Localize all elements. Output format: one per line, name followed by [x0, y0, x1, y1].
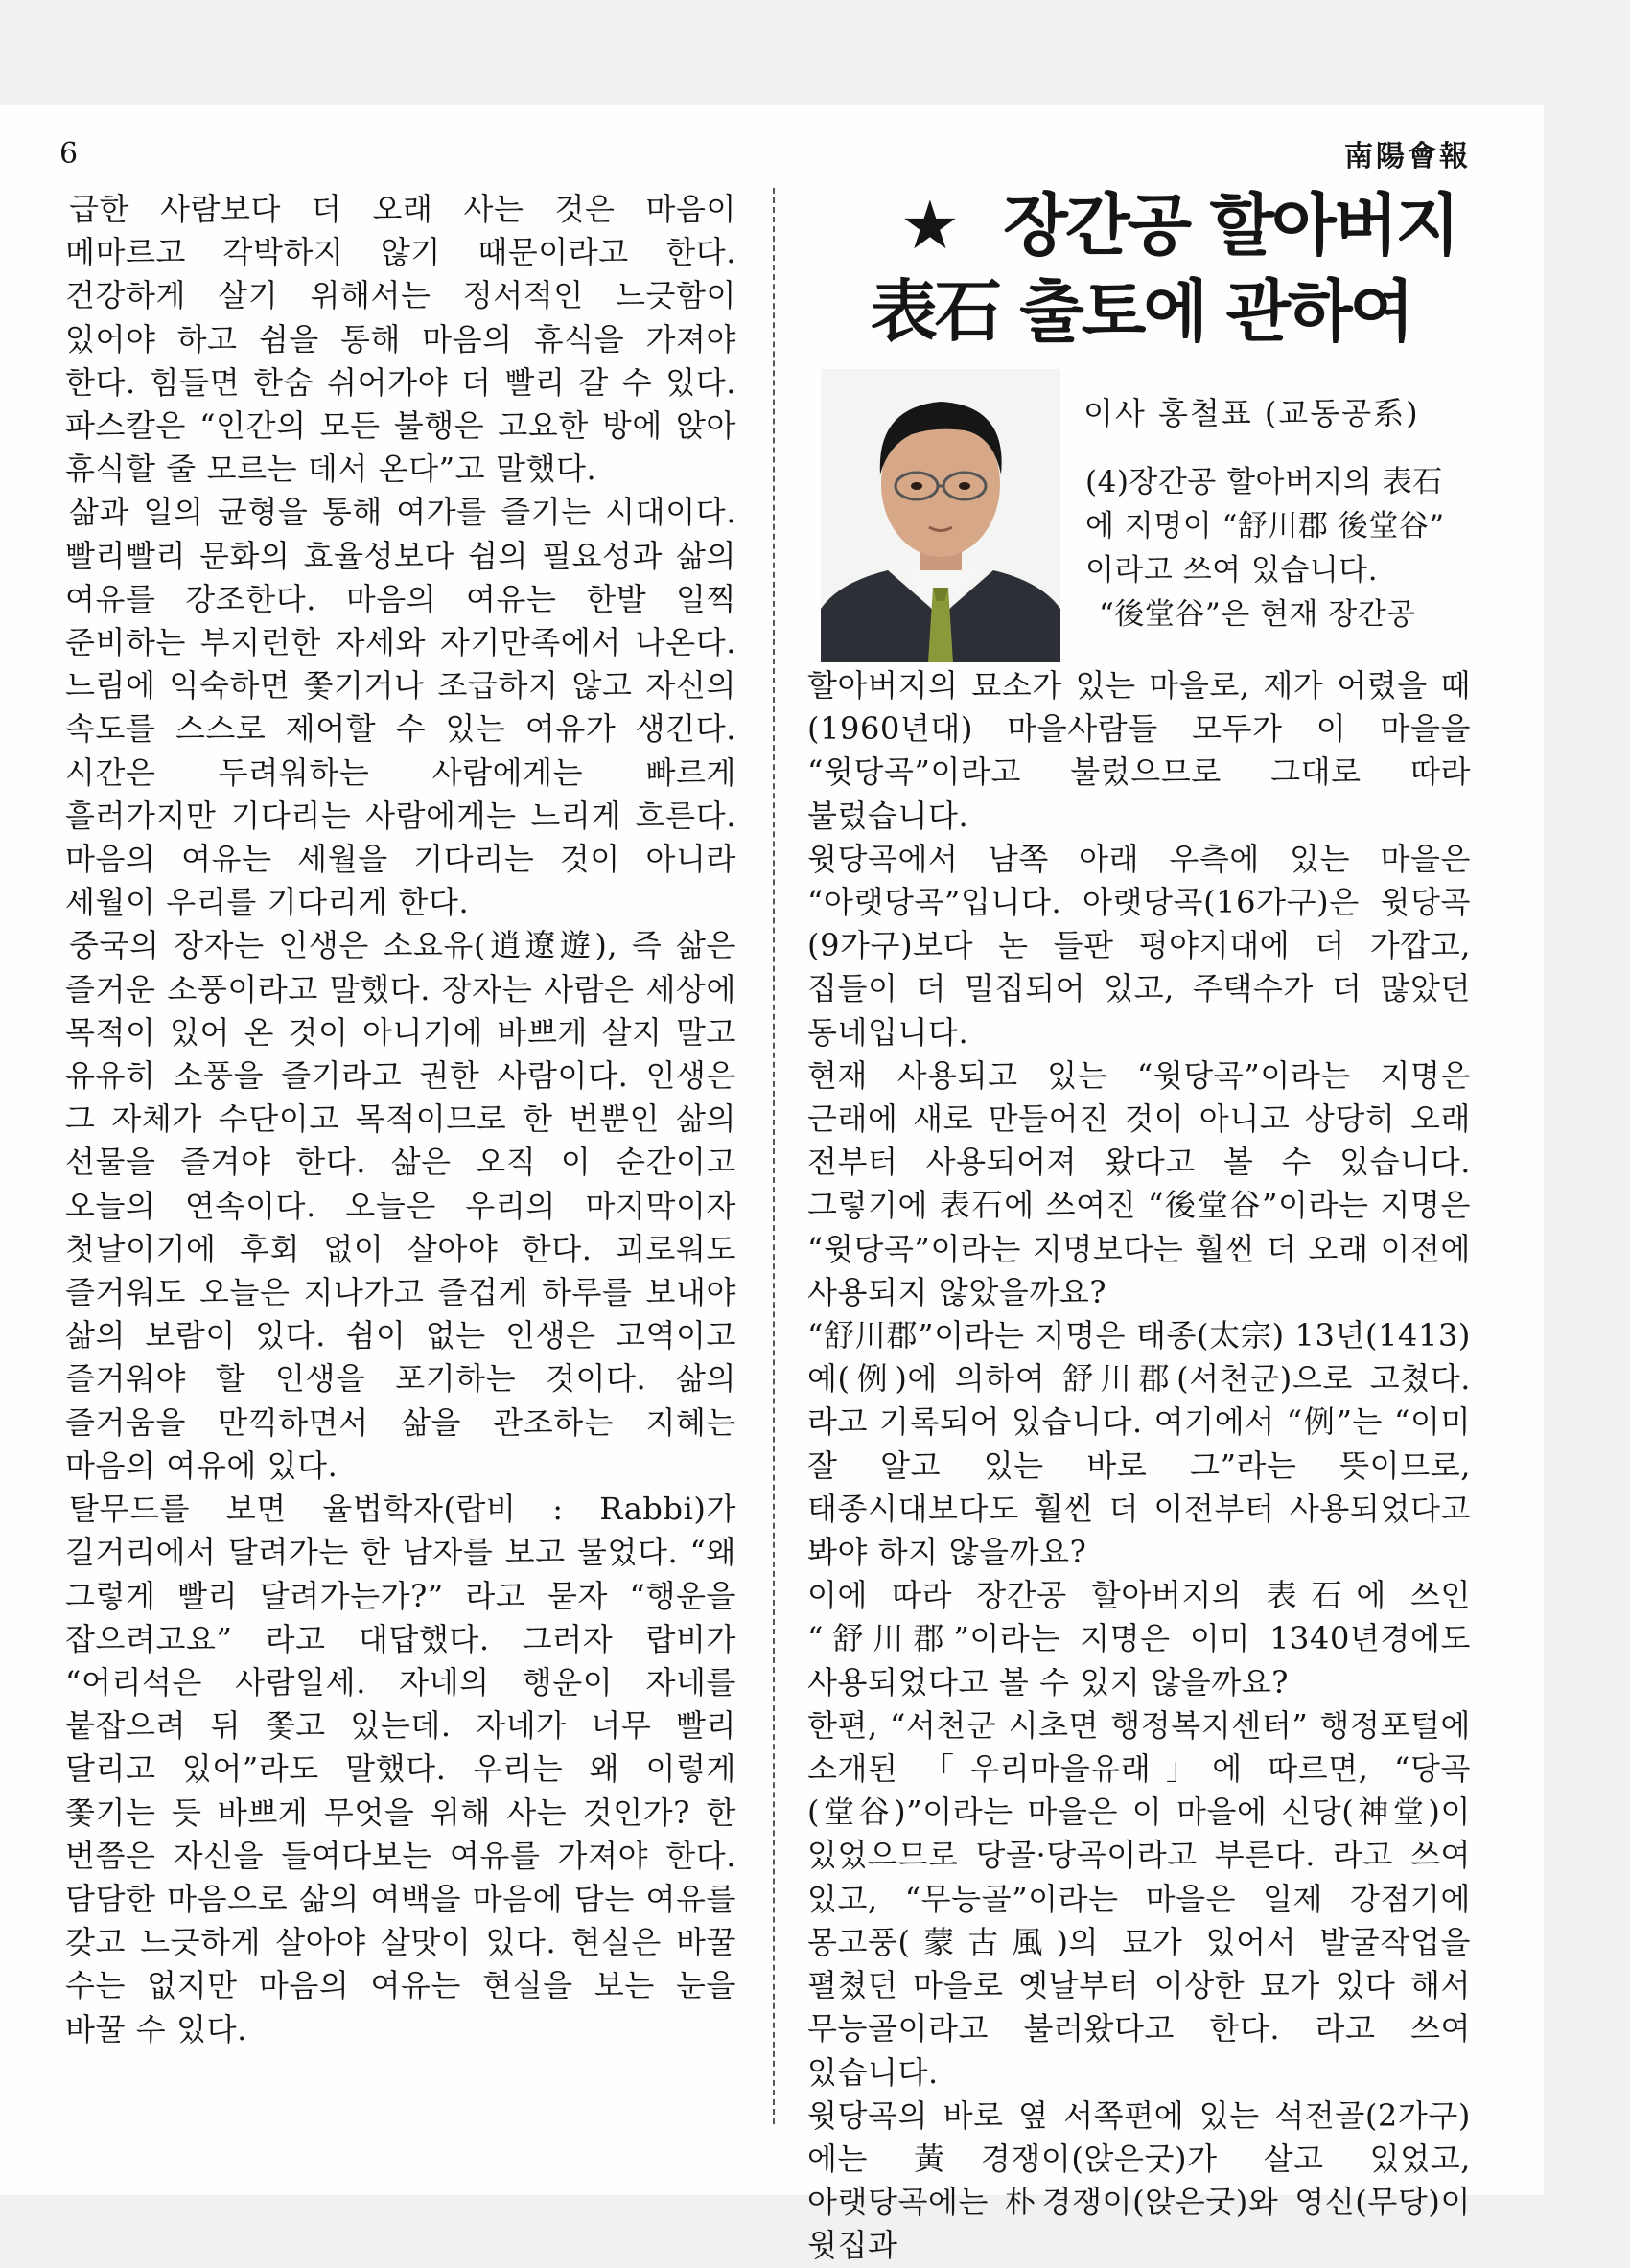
star-icon: ★	[899, 186, 958, 265]
left-paragraph: 탈무드를 보면 율법학자(랍비 : Rabbi)가 길거리에서 달려가는 한 남자를 보고 물었다. “왜 그렇게 빨리 달려가는가?” 라고 묻자 “행운을 잡으려고요” 라고 대답했다. 그러자 랍비가 “어리석은 사람일세. 자네의 행운이 자네를 붙잡으려 뒤 쫓고 있는데. 자네가 너무 빨리 달리고 있어”라도 말했다. 우리는 왜 이렇게 쫓기는 듯 바쁘게 무엇을 위해 사는 것인가? 한 번쯤은 자신을 들여다보는 여유를 가져야 한다. 담담한 마음으로 삶의 여백을 마음에 담는 여유를 갖고 느긋하게 살아야 살맛이 있다. 현실은 바꿀 수는 없지만 마음의 여유는 현실을 보는 눈을 바꿀 수 있다.	[65, 1491, 736, 2048]
article-paragraph: 윗당곡에서 남쪽 아래 우측에 있는 마을은 “아랫당곡”입니다. 아랫당곡(16가구)은 윗당곡(9가구)보다 논 들판 평야지대에 더 가깝고, 집들이 더 밀집되어 있고, 주택수가 더 많았던 동네입니다.	[807, 840, 1471, 1051]
headline-text-1: 장간공 할아버지	[1003, 186, 1457, 265]
article-paragraph: “舒川郡”이라는 지명은 태종(太宗) 13년(1413) 예(例)에 의하여 舒川郡(서천군)으로 고쳤다. 라고 기록되어 있습니다. 여기에서 “例”는 “이미 잘 알고 있는 바로 그”라는 뜻이므로, 태종시대보다도 훨씬 더 이전부터 사용되었다고 봐야 하지 않을까요?	[807, 1317, 1471, 1571]
article-paragraph: 이에 따라 장간공 할아버지의 表石에 쓰인 “舒川郡”이라는 지명은 이미 1340년경에도 사용되었다고 볼 수 있지 않을까요?	[807, 1577, 1471, 1701]
article-intro	[1085, 460, 1469, 636]
author-byline: 이사 홍철표 (교동공系)	[1083, 395, 1420, 431]
left-paragraph: 삶과 일의 균형을 통해 여가를 즐기는 시대이다. 빨리빨리 문화의 효율성보다 쉼의 필요성과 삶의 여유를 강조한다. 마음의 여유는 한발 일찍 준비하는 부지런한 자세와 자기만족에서 나온다. 느림에 익숙하면 쫓기거나 조급하지 않고 자신의 속도를 스스로 제어할 수 있는 여유가 생긴다. 시간은 두려워하는 사람에게는 빠르게 흘러가지만 기다리는 사람에게는 느리게 흐른다. 마음의 여유는 세월을 기다리는 것이 아니라 세월이 우리를 기다리게 한다.	[65, 494, 736, 921]
left-column	[65, 188, 736, 2051]
page-number: 6	[59, 137, 79, 171]
column-divider	[773, 188, 775, 2124]
article-paragraph: 현재 사용되고 있는 “윗당곡”이라는 지명은 근래에 새로 만들어진 것이 아니고 상당히 오래 전부터 사용되어져 왔다고 볼 수 있습니다. 그렇기에 表石에 쓰여진 “後堂谷”이라는 지명은 “윗당곡”이라는 지명보다는 훨씬 더 오래 이전에 사용되지 않았을까요?	[807, 1056, 1471, 1310]
article-headline	[805, 182, 1477, 355]
left-paragraph: 중국의 장자는 인생은 소요유(逍遼遊), 즉 삶은 즐거운 소풍이라고 말했다. 장자는 사람은 세상에 목적이 있어 온 것이 아니기에 바쁘게 살지 말고 유유히 소풍을 즐기라고 권한 사람이다. 인생은 그 자체가 수단이고 목적이므로 한 번뿐인 삶의 선물을 즐겨야 한다. 삶은 오직 이 순간이고 오늘의 연속이다. 오늘은 우리의 마지막이자 첫날이기에 후회 없이 살아야 한다. 괴로워도 즐거워도 오늘은 지나가고 즐겁게 하루를 보내야 삶의 보람이 있다. 쉼이 없는 인생은 고역이고 즐거워야 할 인생을 포기하는 것이다. 삶의 즐거움을 만끽하면서 삶을 관조하는 지혜는 마음의 여유에 있다.	[65, 927, 736, 1484]
right-column	[807, 664, 1471, 2268]
article-paragraph: 한편, “서천군 시초면 행정복지센터” 행정포털에 소개된 「우리마을유래」에 따르면, “당곡(堂谷)”이라는 마을은 이 마을에 신당(神堂)이 있었으므로 당골·당곡이라고 부른다. 라고 쓰여 있고, “무능골”이라는 마을은 일제 강점기에 몽고풍(蒙古風)의 묘가 있어서 발굴작업을 펼쳤던 마을로 옛날부터 이상한 묘가 있다 해서 무능골이라고 불러왔다고 한다. 라고 쓰여 있습니다.	[807, 1706, 1471, 2091]
headline-line-2: 表石 출토에 관하여	[870, 272, 1412, 351]
intro-line: (4)장간공 할아버지의 表石	[1085, 465, 1443, 499]
intro-line: “後堂谷”은 현재 장간공	[1099, 597, 1416, 632]
left-paragraph: 급한 사람보다 더 오래 사는 것은 마음이 메마르고 각박하지 않기 때문이라고 한다. 건강하게 살기 위해서는 정서적인 느긋함이 있어야 하고 쉼을 통해 마음의 휴식을 가져야 한다. 힘들면 한숨 쉬어가야 더 빨리 갈 수 있다. 파스칼은 “인간의 모든 불행은 고요한 방에 앉아 휴식할 줄 모르는 데서 온다”고 말했다.	[65, 191, 736, 488]
author-photo	[821, 369, 1060, 662]
intro-line: 에 지명이 “舒川郡 後堂谷”	[1085, 509, 1445, 544]
article-paragraph: 윗당곡의 바로 옆 서쪽편에 있는 석전골(2가구)에는 黃경쟁이(앉은굿)가 살고 있었고, 아랫당곡에는 朴경쟁이(앉은굿)와 영신(무당)이 윗집과	[807, 2096, 1471, 2264]
intro-line: 이라고 쓰여 있습니다.	[1085, 553, 1379, 588]
masthead: 南陽會報	[1344, 140, 1471, 174]
headline-line-1	[805, 182, 1477, 268]
article-paragraph: 할아버지의 묘소가 있는 마을로, 제가 어렸을 때(1960년대) 마을사람들 모두가 이 마을을 “윗당곡”이라고 불렀으므로 그대로 따라 불렀습니다.	[807, 667, 1471, 834]
